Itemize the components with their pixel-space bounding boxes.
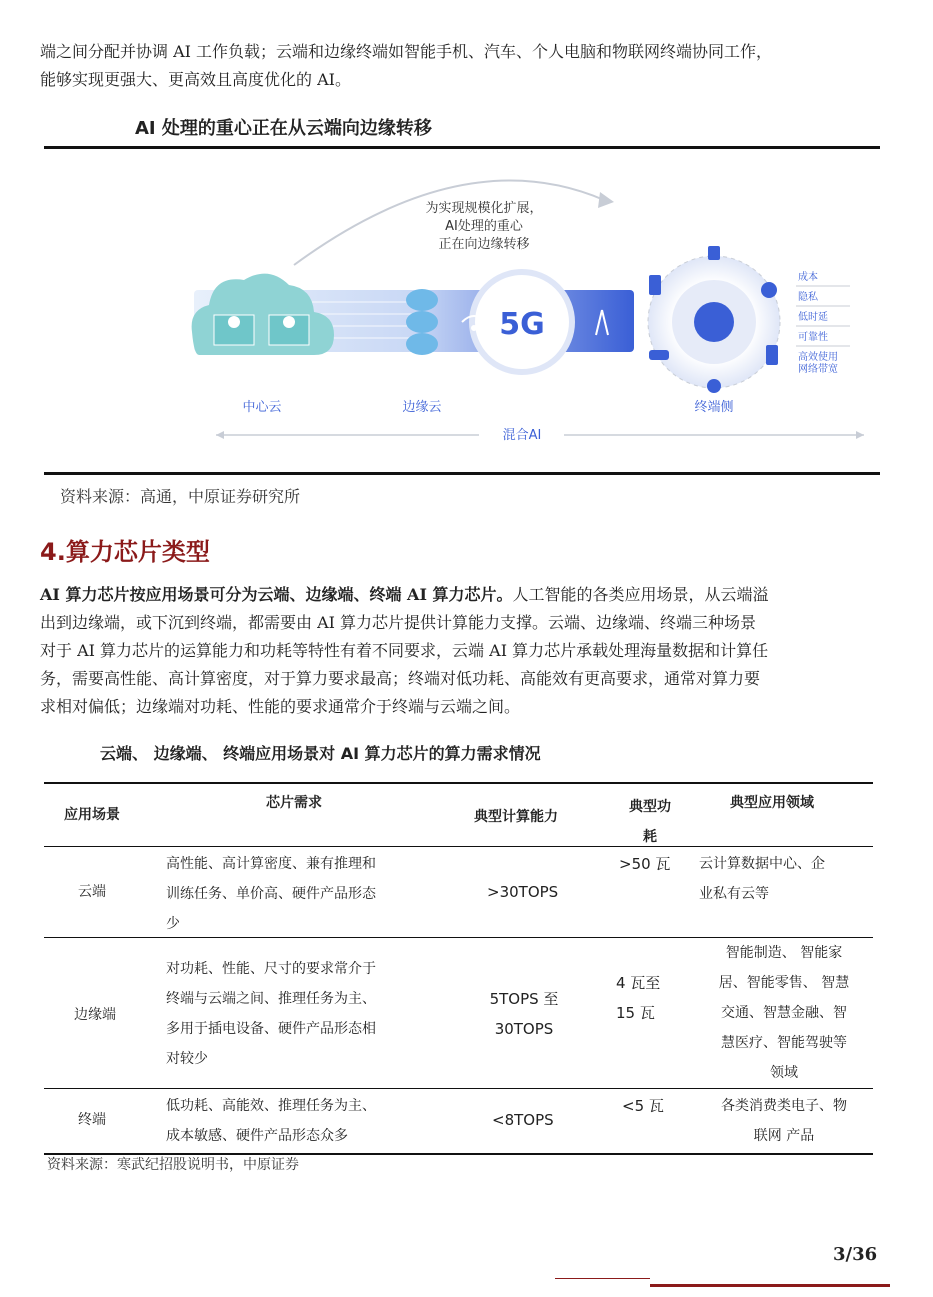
intro-paragraph [40,38,900,94]
edge-shift-diagram [44,150,880,470]
phone-icon [649,275,661,295]
cell-compute-edge-line: 30TOPS [494,1020,554,1038]
callout-line-1: 为实现规模化扩展， [425,201,543,216]
table-row [44,1089,873,1155]
cell-domain-device [699,1091,869,1151]
figure-title: AI 处理的重心正在从云端向边缘转移 [135,118,432,139]
section-line-4: 务，需要高性能、高计算密度，对于算力要求最高；终端对低功耗、高能效有更高要求，通常对算力要 [40,669,761,688]
cell-power-device: <5 瓦 [622,1097,664,1115]
camera-icon [707,379,721,393]
cell-domain-cloud-line: 云计算数据中心、企 [699,856,825,872]
cell-domain-device-line: 各类消费类电子、物 [721,1098,847,1114]
cell-domain-edge [699,938,869,1088]
ai-brain-icon [694,302,734,342]
benefit-reliability: 可靠性 [798,332,828,343]
shift-arc-arrowhead [598,192,614,208]
tablet-icon [766,345,778,365]
central-cloud-icon [192,274,334,355]
cell-scene-cloud: 云端 [78,884,106,900]
cell-power-edge [616,968,660,1028]
section-lead-bold: AI 算力芯片按应用场景可分为云端、边缘端、终端 AI 算力芯片。 [40,585,513,604]
5g-label: 5G [499,307,545,342]
cell-domain-device-line: 联网 产品 [753,1128,815,1144]
benefit-latency: 低时延 [798,312,828,323]
cell-chip-edge-line: 对较少 [166,1051,208,1067]
table-source: 资料来源：寒武纪招股说明书，中原证券 [47,1157,299,1173]
cell-scene-device: 终端 [78,1112,106,1128]
cell-domain-cloud-line: 业私有云等 [699,886,769,902]
label-device-side: 终端侧 [694,400,734,415]
label-edge-cloud: 边缘云 [402,400,442,415]
benefit-cost: 成本 [798,272,818,283]
section-line-1 [40,581,900,609]
cell-chip-device-line: 低功耗、高能效、推理任务为主、 [166,1098,376,1114]
table-row [44,847,873,938]
section-line-1-rest: 人工智能的各类应用场景，从云端溢 [512,585,769,604]
cell-power-edge-line: 15 瓦 [616,1004,655,1022]
hybrid-arrow-right [856,431,864,439]
car-icon [649,350,669,360]
cell-compute-device: <8TOPS [492,1111,554,1129]
cell-chip-edge-line: 终端与云端之间、推理任务为主、 [166,991,376,1007]
callout-line-2: AI处理的重心 [445,219,523,234]
header-scene: 应用场景 [64,807,120,823]
figure-source: 资料来源：高通，中原证券研究所 [60,487,301,506]
cell-domain-edge-line: 慧医疗、智能驾驶等 [721,1035,847,1051]
cell-compute-edge-line: 5TOPS 至 [489,990,559,1008]
watch-icon [708,246,720,260]
drone-icon [761,282,777,298]
edge-cloud-icons [406,289,438,355]
cell-chip-cloud [166,849,436,939]
intro-line-2: 能够实现更强大、更高效且高度优化的 AI。 [40,70,351,89]
header-power-line-1: 典型功 [629,799,671,815]
cell-chip-device-line: 成本敏感、硬件产品形态众多 [166,1128,348,1144]
cell-chip-edge [166,954,436,1074]
section-line-5: 求相对偏低；边缘端对功耗、性能的要求通常介于终端与云端之间。 [40,697,521,716]
section-paragraph [40,581,900,721]
table-header-row [44,784,873,847]
header-power [624,792,676,852]
benefit-privacy: 隐私 [798,292,818,303]
benefit-bandwidth-1: 高效使用 [798,352,838,363]
label-central-cloud: 中心云 [242,400,282,415]
cell-power-cloud: >50 瓦 [619,855,671,873]
table-title: 云端、 边缘端、 终端应用场景对 AI 算力芯片的算力需求情况 [100,744,541,763]
header-chip: 芯片需求 [266,795,322,811]
callout-line-3: 正在向边缘转移 [438,237,530,252]
cell-chip-cloud-line: 少 [166,916,180,932]
header-domain: 典型应用领域 [730,795,814,811]
section-line-3: 对于 AI 算力芯片的运算能力和功耗等特性有着不同要求，云端 AI 算力芯片承载处理海量数据和计算任 [40,641,769,660]
cell-power-edge-line: 4 瓦至 [616,974,661,992]
figure-top-rule [44,146,880,149]
intro-line-1: 端之间分配并协调 AI 工作负载；云端和边缘终端如智能手机、汽车、个人电脑和物联网终端协同工作， [40,42,773,61]
section-line-2: 出到边缘端，或下沉到终端，都需要由 AI 算力芯片提供计算能力支撑。云端、边缘端、终端三种场景 [40,613,757,632]
cell-domain-edge-line: 交通、智慧金融、智 [721,1005,847,1021]
section-title: 4.算力芯片类型 [40,538,210,566]
cell-domain-cloud [699,849,869,909]
cell-compute-edge [484,984,564,1044]
cell-chip-cloud-line: 训练任务、单价高、硬件产品形态 [166,886,376,902]
header-compute: 典型计算能力 [474,809,558,825]
cell-domain-edge-line: 智能制造、 智能家 [725,945,843,961]
cell-domain-edge-line: 领域 [770,1065,798,1081]
cell-chip-edge-line: 多用于插电设备、硬件产品形态相 [166,1021,376,1037]
label-hybrid-ai: 混合AI [502,428,542,443]
footer-rule-thick [650,1284,890,1287]
cell-scene-edge: 边缘端 [74,1007,116,1023]
cell-compute-cloud: >30TOPS [487,883,559,901]
cell-chip-cloud-line: 高性能、高计算密度、兼有推理和 [166,856,376,872]
benefit-bandwidth-2: 网络带宽 [798,364,838,375]
hybrid-arrow-left [216,431,224,439]
page-number: 3/36 [833,1244,878,1265]
cell-chip-edge-line: 对功耗、性能、尺寸的要求常介于 [166,961,376,977]
footer-rule-thin [555,1278,650,1279]
cell-chip-device [166,1091,436,1151]
table-row [44,938,873,1089]
header-power-line-2: 耗 [643,829,657,845]
cell-domain-edge-line: 居、智能零售、 智慧 [718,975,850,991]
requirements-table-wrap [44,782,873,1155]
figure-bottom-rule [44,472,880,475]
